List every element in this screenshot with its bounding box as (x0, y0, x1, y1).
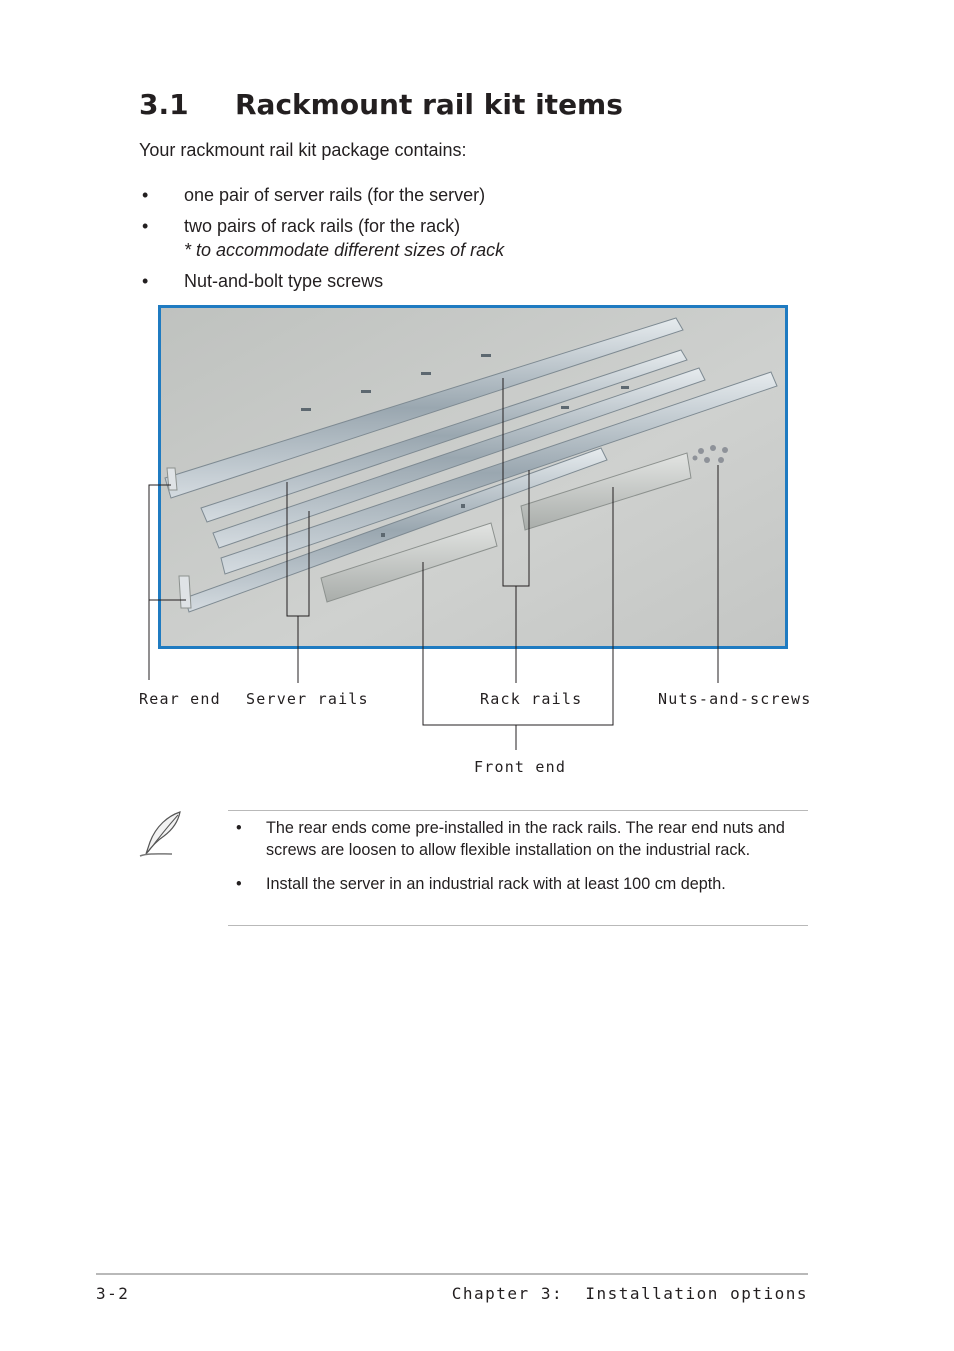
note-item (236, 818, 802, 861)
rail-kit-photo (158, 305, 788, 649)
bullet-icon: • (142, 185, 149, 205)
section-title: Rackmount rail kit items (235, 88, 623, 121)
chapter-title: Chapter 3: Installation options (451, 1284, 808, 1303)
list-item (139, 183, 504, 207)
front-end-label: Front end (474, 758, 567, 776)
intro-text: Your rackmount rail kit package contains: (139, 140, 467, 160)
rear-end-bracket (179, 576, 191, 608)
rear-end-label: Rear end (139, 690, 221, 708)
note-list (236, 818, 802, 896)
list-item-note: * to accommodate different sizes of rack (184, 240, 505, 260)
note-item-text: Install the server in an industrial rack with at least 100 cm depth. (266, 875, 726, 893)
contents-list (139, 183, 504, 293)
list-item (139, 269, 504, 293)
rear-end-bracket (167, 468, 177, 490)
rail-kit-illustration (161, 308, 785, 646)
nuts-and-screws-label: Nuts-and-screws (658, 690, 812, 708)
footer-divider (96, 1273, 808, 1275)
list-item-text: Nut-and-bolt type screws (184, 271, 384, 291)
bullet-icon: • (142, 271, 149, 291)
bullet-icon: • (236, 819, 242, 837)
list-item (139, 214, 504, 262)
bullet-icon: • (142, 216, 149, 236)
note-item (236, 874, 802, 896)
note-item-text: The rear ends come pre-installed in the rack rails. The rear end nuts and screws are loosen to allow flexible installation on the industrial rack. (266, 819, 785, 859)
server-rails-label: Server rails (246, 690, 369, 708)
list-item-text: two pairs of rack rails (for the rack) (184, 216, 461, 236)
rack-rails-label: Rack rails (480, 690, 583, 708)
page-number: 3-2 (96, 1284, 130, 1303)
section-number: 3.1 (139, 88, 189, 121)
feather-pen-icon (138, 810, 184, 860)
bullet-icon: • (236, 875, 242, 893)
section-heading (139, 88, 623, 121)
list-item-text: one pair of server rails (for the server) (184, 185, 486, 205)
